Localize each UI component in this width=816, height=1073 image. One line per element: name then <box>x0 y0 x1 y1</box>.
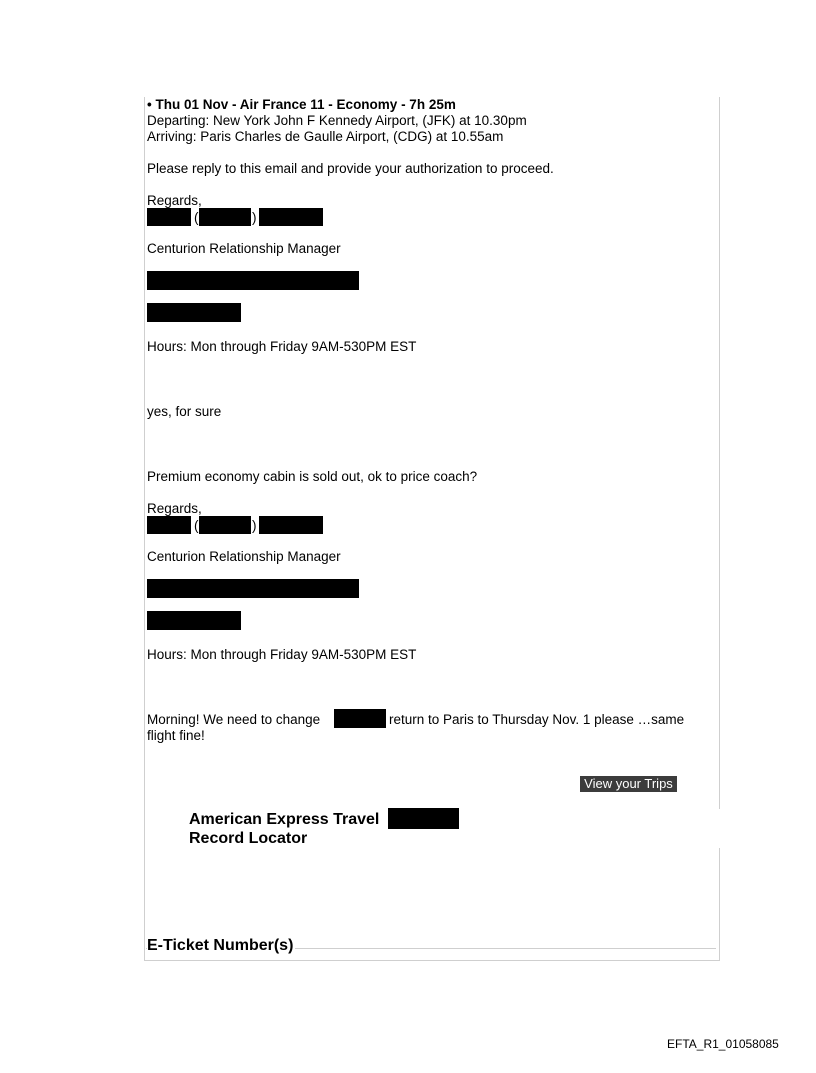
request-part1: Morning! We need to change <box>147 712 321 727</box>
paren-open: ( <box>194 210 199 225</box>
flight-header-text: Thu 01 Nov - Air France 11 - Economy - 7h 25m <box>155 97 456 112</box>
flight-header <box>147 97 456 112</box>
redaction-block <box>199 208 251 226</box>
redaction-block <box>147 611 241 630</box>
signature-title: Centurion Relationship Manager <box>147 549 341 564</box>
cabin-sold-out-message: Premium economy cabin is sold out, ok to price coach? <box>147 469 478 484</box>
paren-open: ( <box>194 518 199 533</box>
paren-close: ) <box>252 518 257 533</box>
redaction-block <box>259 208 323 226</box>
view-trips-link[interactable]: View your Trips <box>580 776 677 792</box>
redaction-block <box>147 303 241 322</box>
redaction-block <box>147 579 359 598</box>
request-part2: return to Paris to Thursday Nov. 1 please …same <box>389 712 685 727</box>
record-locator-label: Record Locator <box>189 830 308 847</box>
redaction-block <box>388 808 459 829</box>
signature-title: Centurion Relationship Manager <box>147 241 341 256</box>
arriving-line: Arriving: Paris Charles de Gaulle Airport, (CDG) at 10.55am <box>147 129 504 144</box>
redaction-block <box>147 516 191 534</box>
redaction-block <box>147 208 191 226</box>
regards: Regards, <box>147 501 202 516</box>
redaction-block <box>259 516 323 534</box>
redaction-block <box>147 271 359 290</box>
paren-close: ) <box>252 210 257 225</box>
office-hours: Hours: Mon through Friday 9AM-530PM EST <box>147 647 417 662</box>
redaction-block <box>199 516 251 534</box>
eticket-heading: E-Ticket Number(s) <box>147 937 294 954</box>
authorization-request: Please reply to this email and provide your authorization to proceed. <box>147 161 554 176</box>
regards: Regards, <box>147 193 202 208</box>
document-id: EFTA_R1_01058085 <box>667 1037 779 1051</box>
office-hours: Hours: Mon through Friday 9AM-530PM EST <box>147 339 417 354</box>
amex-travel-title: American Express Travel <box>189 811 380 828</box>
reply-text: yes, for sure <box>147 404 222 419</box>
email-frame-left <box>144 97 145 961</box>
request-line2: flight fine! <box>147 728 205 743</box>
departing-line: Departing: New York John F Kennedy Airport, (JFK) at 10.30pm <box>147 113 527 128</box>
email-frame-bottom <box>144 960 720 961</box>
email-frame-right <box>719 97 720 809</box>
redaction-block <box>334 709 386 728</box>
bullet: • <box>147 97 152 112</box>
email-frame-right-lower <box>719 848 720 961</box>
